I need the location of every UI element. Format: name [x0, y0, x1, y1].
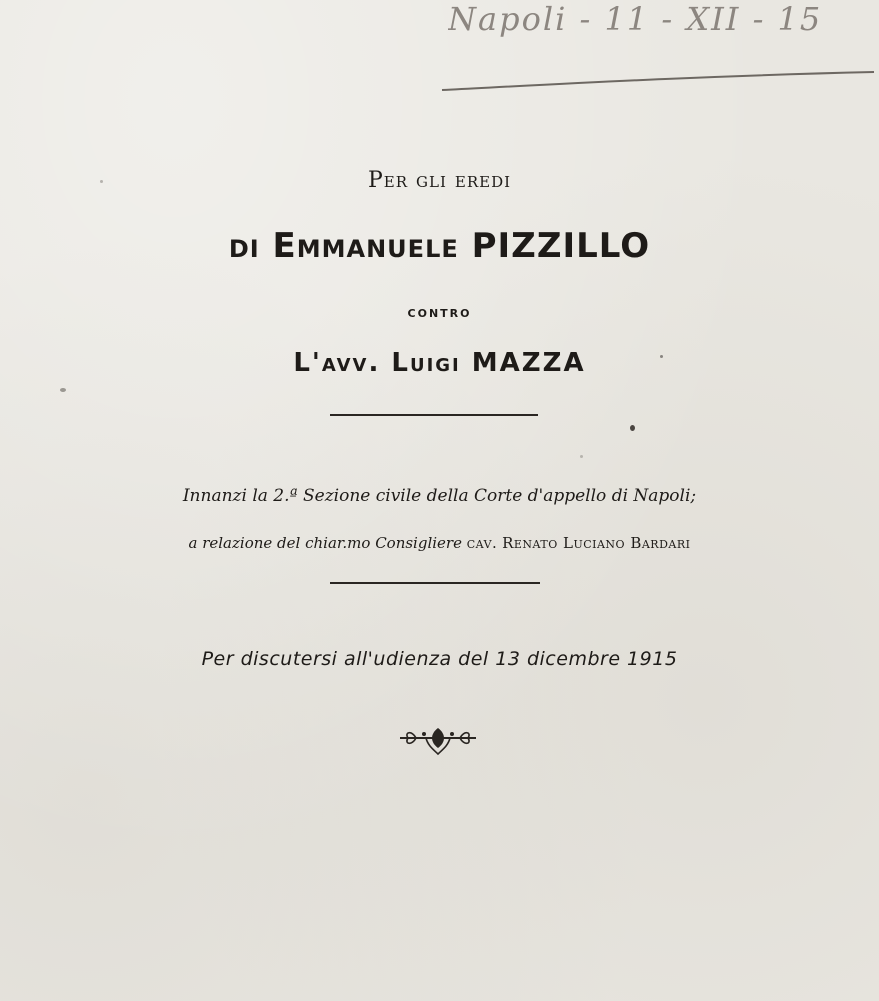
handwritten-annotation: Napoli - 11 - XII - 15 — [448, 0, 823, 38]
relazione-line — [0, 534, 879, 552]
court-line: Innanzi la 2.ª Sezione civile della Corte d'appello di Napoli; — [182, 486, 697, 506]
paper-speck — [60, 388, 66, 392]
relazione-text: a relazione del chiar.mo Consigliere — [188, 534, 462, 552]
paper-speck — [580, 455, 583, 458]
divider-rule — [330, 582, 540, 584]
paper-speck — [100, 180, 103, 183]
heirs-heading: Per gli eredi — [367, 168, 512, 193]
fleuron-icon — [398, 724, 478, 756]
opponent-heading: L'avv. Luigi MAZZA — [293, 348, 586, 378]
judge-name: Renato Luciano Bardari — [502, 534, 691, 552]
divider-rule — [330, 414, 538, 416]
party-name-heading: di Emmanuele PIZZILLO — [228, 226, 651, 266]
judge-title: cav. — [466, 534, 498, 552]
hearing-line: Per discutersi all'udienza del 13 dicembre 1915 — [201, 648, 678, 670]
contro-label: contro — [407, 303, 472, 321]
pencil-stroke — [440, 70, 876, 94]
paper-speck — [630, 425, 635, 431]
paper-speck — [660, 355, 663, 358]
